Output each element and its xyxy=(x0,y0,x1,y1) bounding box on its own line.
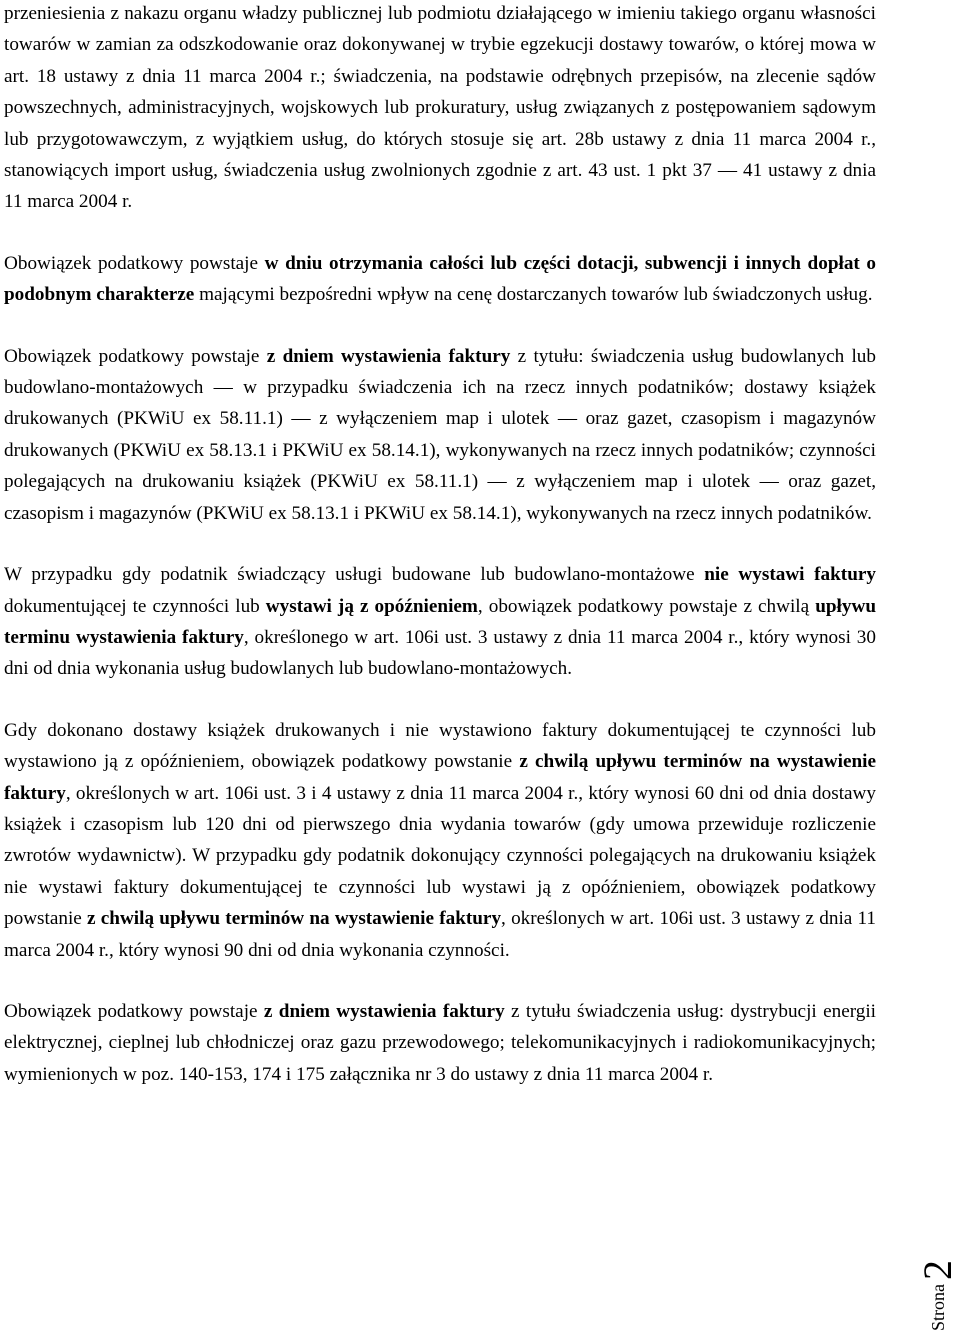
paragraph-1 xyxy=(4,0,876,218)
paragraph-3 xyxy=(4,341,876,529)
page-number: 2 xyxy=(915,1260,960,1280)
paragraph-2 xyxy=(4,248,876,311)
text-span: , określonych w art. 106i ust. 3 i 4 ustawy z dnia 11 marca 2004 r., który wynosi 60 dni od dnia dostawy książek i czasopism lub 120 dni od pierwszego dnia wydania towarów (gdy umowa przewiduje rozliczenie zwrotów wydawnictw). W przypadku gdy podatnik dokonujący czynności polegających na drukowaniu książek nie wystawi faktury dokumentującej te czynności lub wystawi ją z opóźnieniem, obowiązek podatkowy powstanie xyxy=(4,782,876,930)
text-span: z tytułu świadczenia usług: dystrybucji energii elektrycznej, cieplnej lub chłodniczej oraz gazu przewodowego; telekomunikacyjnych i radiokomunikacyjnych; wymienionych w poz. 140-153, 174 i 175 załącznika nr 3 do ustawy z dnia 11 marca 2004 r. xyxy=(4,1000,877,1085)
text-span: , określonych w art. 106i ust. 3 ustawy z dnia 11 marca 2004 r., który wynosi 90 dni od dnia wykonania czynności. xyxy=(4,908,877,961)
text-span: Obowiązek podatkowy powstaje xyxy=(4,252,265,274)
bold-text-span: z dniem wystawienia faktury xyxy=(266,345,511,367)
text-span: mającymi bezpośredni wpływ na cenę dostarczanych towarów lub świadczonych usług. xyxy=(194,284,873,306)
text-span: , obowiązek podatkowy powstaje z chwilą xyxy=(477,595,816,617)
text-span: z tytułu: świadczenia usług budowlanych lub budowlano-montażowych ― w przypadku świadczenia ich na rzecz innych podatników; dostawy książek drukowanych (PKWiU ex 58.11.1) ― z wyłączeniem map i ulotek ― oraz gazet, czasopism i magazynów drukowanych (PKWiU ex 58.13.1 i PKWiU ex 58.14.1), wykonywanych na rzecz innych podatników; czynności polegających na drukowaniu książek (PKWiU ex 58.11.1) ― z wyłączeniem map i ulotek ― oraz gazet, czasopism i magazynów (PKWiU ex 58.13.1 i PKWiU ex 58.14.1), wykonywanych na rzecz innych podatników. xyxy=(4,345,876,524)
document-body xyxy=(4,0,876,1090)
page-footer xyxy=(915,1221,960,1331)
paragraph-6 xyxy=(4,996,876,1090)
text-span: Gdy dokonano dostawy książek drukowanych i nie wystawiono faktury dokumentującej te czynności lub wystawiono ją z opóźnieniem, obowiązek podatkowy powstanie xyxy=(4,719,876,773)
paragraph-5 xyxy=(4,715,876,966)
bold-text-span: w dniu otrzymania całości lub części dotacji, subwencji i innych dopłat o podobnym charakterze xyxy=(4,252,876,306)
bold-text-span: z chwilą upływu terminów na wystawienie faktury xyxy=(87,908,502,930)
bold-text-span: wystawi ją z opóźnieniem xyxy=(265,595,478,617)
page-label: Strona xyxy=(927,1284,948,1331)
bold-text-span: nie wystawi faktury xyxy=(704,564,876,586)
paragraph-4 xyxy=(4,559,876,685)
page-number-block xyxy=(915,1221,960,1331)
bold-text-span: z dniem wystawienia faktury xyxy=(263,1000,505,1022)
text-span: Obowiązek podatkowy powstaje xyxy=(4,1000,264,1022)
text-span: W przypadku gdy podatnik świadczący usługi budowane lub budowlano-montażowe xyxy=(4,564,705,586)
bold-text-span: upływu terminu wystawienia faktury xyxy=(4,595,876,648)
text-span: Obowiązek podatkowy powstaje xyxy=(4,345,267,367)
text-span: dokumentującej te czynności lub xyxy=(4,595,266,617)
text-span: przeniesienia z nakazu organu władzy publicznej lub podmiotu działającego w imieniu takiego organu własności towarów w zamian za odszkodowanie oraz dokonywanej w trybie egzekucji dostawy towarów, o której mowa w art. 18 ustawy z dnia 11 marca 2004 r.; świadczenia, na podstawie odrębnych przepisów, na zlecenie sądów powszechnych, administracyjnych, wojskowych lub prokuratury, usług związanych z postępowaniem sądowym lub przygotowawczym, z wyjątkiem usług, do których stosuje się art. 28b ustawy z dnia 11 marca 2004 r., stanowiących import usług, świadczenia usług zwolnionych zgodnie z art. 43 ust. 1 pkt 37 ― 41 ustawy z dnia 11 marca 2004 r. xyxy=(4,3,876,213)
text-span: , określonego w art. 106i ust. 3 ustawy z dnia 11 marca 2004 r., który wynosi 30 dni od dnia wykonania usług budowlanych lub budowlano-montażowych. xyxy=(4,626,876,680)
bold-text-span: z chwilą upływu terminów na wystawienie faktury xyxy=(4,751,876,804)
